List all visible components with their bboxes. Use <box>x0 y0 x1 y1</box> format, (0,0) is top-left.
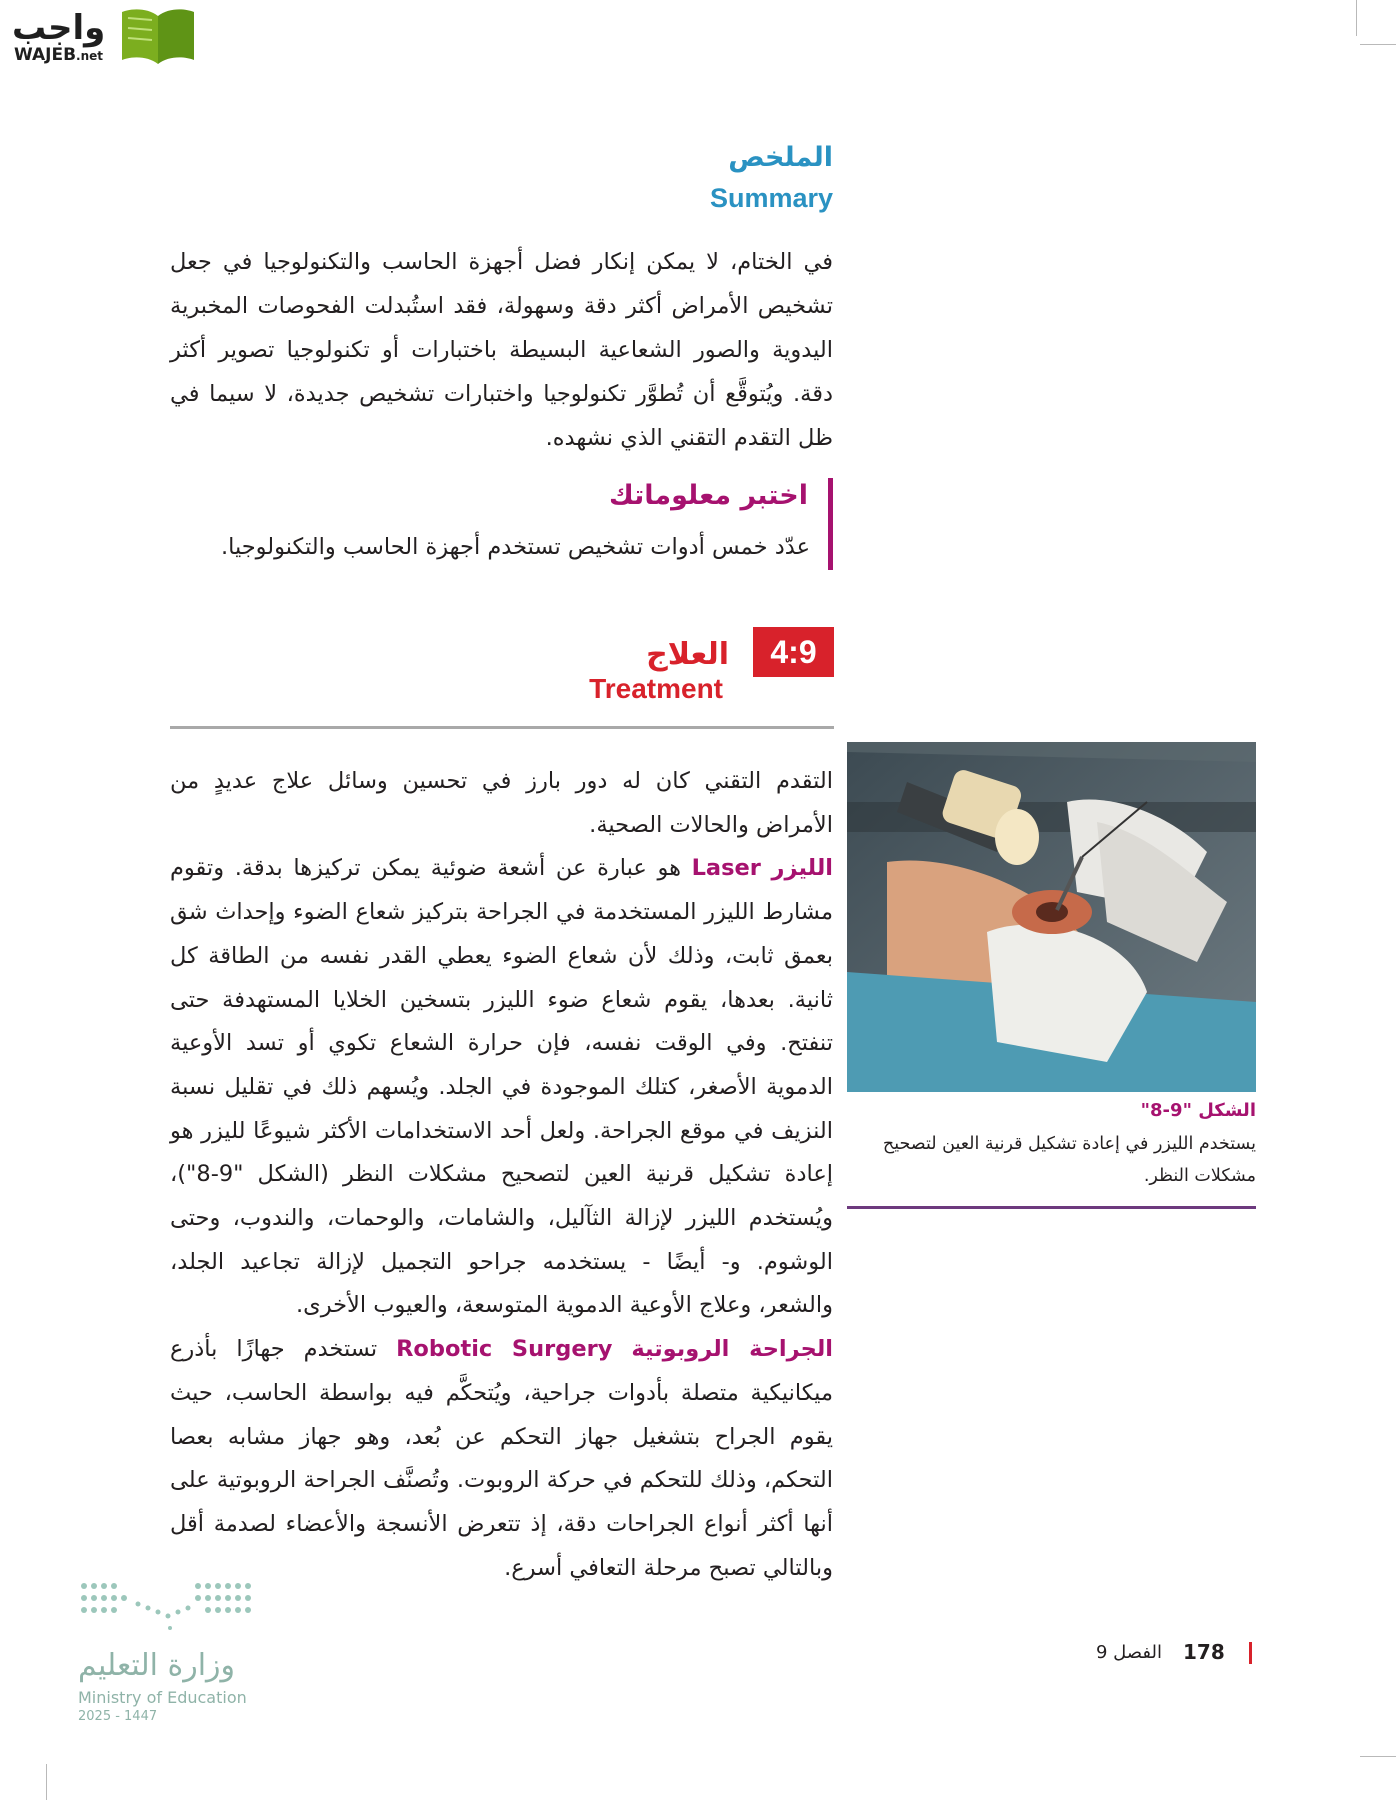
crop-mark <box>1356 0 1357 36</box>
robotic-paragraph <box>170 1328 833 1590</box>
summary-title-en: Summary <box>709 183 833 213</box>
summary-title-ar: الملخص <box>728 142 833 173</box>
logo-arabic: واجب <box>12 8 106 48</box>
laser-term-ar: الليزر <box>771 855 833 882</box>
section-title-ar: العلاج <box>646 637 729 672</box>
quiz-accent-bar <box>828 478 833 570</box>
logo-english-name: WAJEB <box>14 45 77 65</box>
summary-paragraph: في الختام، لا يمكن إنكار فضل أجهزة الحاسب والتكنولوجيا في جعل تشخيص الأمراض أكثر دقة وسهولة، فقد استُبدلت الفحوصات المخبرية اليدوية والصور الشعاعية البسيطة باختبارات أو تكنولوجيا تصوير أكثر دقة. ويُتوقَّع أن تُطوَّر تكنولوجيا واختبارات تشخيص جديدة، لا سيما في ظل التقدم التقني الذي نشهده. <box>170 249 833 451</box>
laser-term-en: Laser <box>691 855 761 882</box>
section-number-badge: 4:9 <box>753 627 834 677</box>
ministry-name-en: Ministry of Education <box>78 1688 247 1707</box>
wajeb-logo[interactable] <box>12 6 192 68</box>
laser-eye-surgery-photo <box>847 742 1256 1092</box>
robotic-term-en: Robotic Surgery <box>396 1336 613 1363</box>
laser-paragraph <box>170 847 833 1328</box>
logo-english <box>14 46 103 65</box>
crop-mark <box>46 1764 47 1800</box>
quiz-question: عدّد خمس أدوات تشخيص تستخدم أجهزة الحاسب والتكنولوجيا. <box>220 534 810 560</box>
intro-paragraph: التقدم التقني كان له دور بارز في تحسين وسائل علاج عديدٍ من الأمراض والحالات الصحية. <box>170 768 833 838</box>
figure-label: الشكل "9-8" <box>1140 1100 1256 1121</box>
caption-divider <box>847 1206 1256 1209</box>
page-number: 178 <box>1183 1640 1225 1664</box>
ministry-name-ar: وزارة التعليم <box>78 1648 236 1683</box>
ministry-year: 2025 - 1447 <box>78 1709 158 1724</box>
figure-caption: يستخدم الليزر في إعادة تشكيل قرنية العين لتصحيح مشكلات النظر. <box>882 1134 1256 1186</box>
crop-mark <box>1360 44 1396 45</box>
ministry-dots-icon <box>78 1578 258 1638</box>
book-icon <box>118 6 198 64</box>
ministry-of-education-logo <box>74 1578 264 1728</box>
quiz-title: اختبر معلوماتك <box>609 480 808 511</box>
robotic-text: تستخدم جهازًا بأذرع ميكانيكية متصلة بأدوات جراحية، ويُتحكَّم فيه بواسطة الحاسب، حيث يقوم الجراح بتشغيل جهاز التحكم عن بُعد، وهو جهاز مشابه بعصا التحكم، وذلك للتحكم في حركة الروبوت. وتُصنَّف الجراحة الروبوتية على أنها أكثر أنواع الجراحات دقة، إذ تتعرض الأنسجة والأعضاء لصدمة أقل وبالتالي تصبح مرحلة التعافي أسرع. <box>170 1336 833 1581</box>
logo-suffix: .net <box>76 49 104 63</box>
laser-text: هو عبارة عن أشعة ضوئية يمكن تركيزها بدقة. وتقوم مشارط الليزر المستخدمة في الجراحة بتركيز شعاع الضوء وإحداث شق بعمق ثابت، وذلك لأن شعاع الضوء يعطي القدر نفسه من الطاقة كل ثانية. بعدها، يقوم شعاع ضوء الليزر بتسخين الخلايا المستهدفة حتى تنفتح. وفي الوقت نفسه، فإن حرارة الشعاع تكوي أو تسد الأوعية الدموية الأصغر، كتلك الموجودة في الجلد. ويُسهم ذلك في تقليل نسبة النزيف في موقع الجراحة. ولعل أحد الاستخدامات الأكثر شيوعًا لليزر هو إعادة تشكيل قرنية العين لتصحيح مشكلات النظر (الشكل "9-8")، ويُستخدم الليزر لإزالة الثآليل، والشامات، والوحمات، والندوب، وحتى الوشوم. و- أيضًا - يستخدمه جراحو التجميل لإزالة تجاعيد الجلد، والشعر، وعلاج الأوعية الدموية المتوسعة، والعيوب الأخرى. <box>170 855 833 1319</box>
chapter-label: الفصل 9 <box>1095 1642 1162 1663</box>
treatment-body <box>170 760 833 1590</box>
robotic-term-ar: الجراحة الروبوتية <box>631 1336 834 1363</box>
page-number-bar <box>1249 1642 1252 1664</box>
crop-mark <box>1360 1756 1396 1757</box>
section-title-en: Treatment <box>589 673 723 704</box>
section-divider <box>170 726 834 729</box>
